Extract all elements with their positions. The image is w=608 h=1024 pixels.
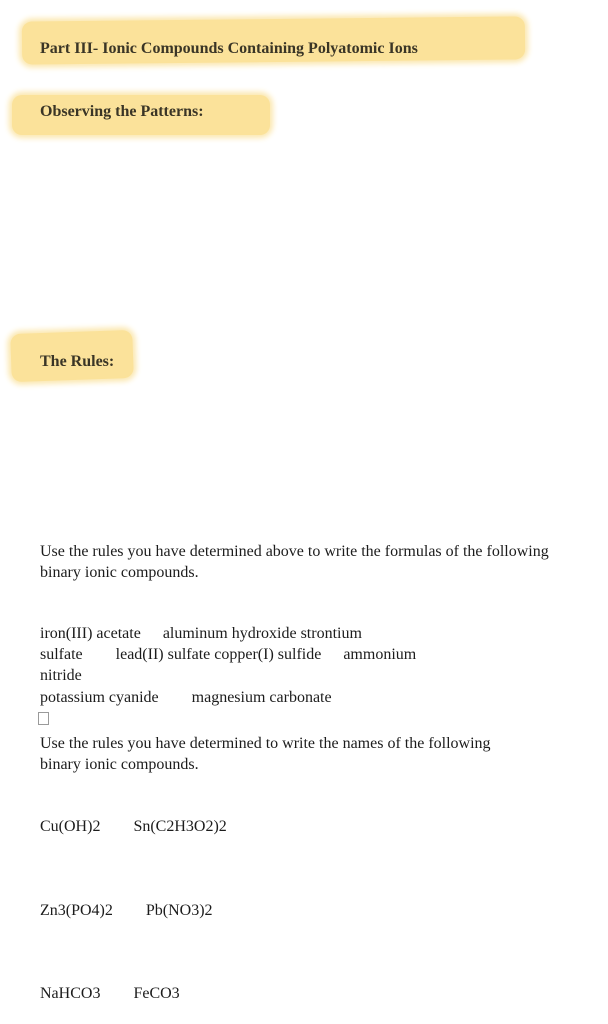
patterns-heading: Observing the Patterns: <box>40 103 204 120</box>
compound-nitride: nitride <box>40 667 82 684</box>
compound-lead-sulfate: lead(II) sulfate <box>115 646 211 663</box>
formula-row-2 <box>40 902 213 920</box>
compound-iron-acetate: iron(III) acetate <box>40 625 141 642</box>
compound-aluminum-hydroxide: aluminum hydroxide <box>162 625 297 642</box>
part-heading: Part III- Ionic Compounds Containing Polyatomic Ions <box>40 40 418 57</box>
formula-row-1 <box>40 818 227 836</box>
compound-line-3 <box>40 667 82 685</box>
formulas-instruction: Use the rules you have determined above to write the formulas of the following binary ionic compounds. <box>40 543 549 581</box>
formula-zn3-po4-2: Zn3(PO4)2 <box>40 902 113 919</box>
compound-strontium: strontium <box>300 625 362 642</box>
formula-row-3 <box>40 985 180 1003</box>
compound-magnesium-carbonate: magnesium carbonate <box>191 689 332 706</box>
formula-cu-oh2: Cu(OH)2 <box>40 818 101 835</box>
formula-pb-no3-2: Pb(NO3)2 <box>145 902 213 919</box>
compound-potassium-cyanide: potassium cyanide <box>40 689 159 706</box>
compound-line-4 <box>40 689 332 707</box>
compound-ammonium: ammonium <box>343 646 417 663</box>
formula-sn-acetate: Sn(C2H3O2)2 <box>133 818 227 835</box>
compound-line-1 <box>40 625 362 643</box>
names-instruction: Use the rules you have determined to write the names of the following binary ionic compounds. <box>40 735 491 773</box>
formula-nahco3: NaHCO3 <box>40 985 101 1002</box>
compound-copper-sulfide: copper(I) sulfide <box>214 646 322 663</box>
compound-sulfate: sulfate <box>40 646 83 663</box>
checkbox-icon[interactable] <box>38 712 49 725</box>
formula-feco3: FeCO3 <box>133 985 180 1002</box>
compound-line-2 <box>40 646 416 664</box>
rules-heading: The Rules: <box>40 353 115 370</box>
